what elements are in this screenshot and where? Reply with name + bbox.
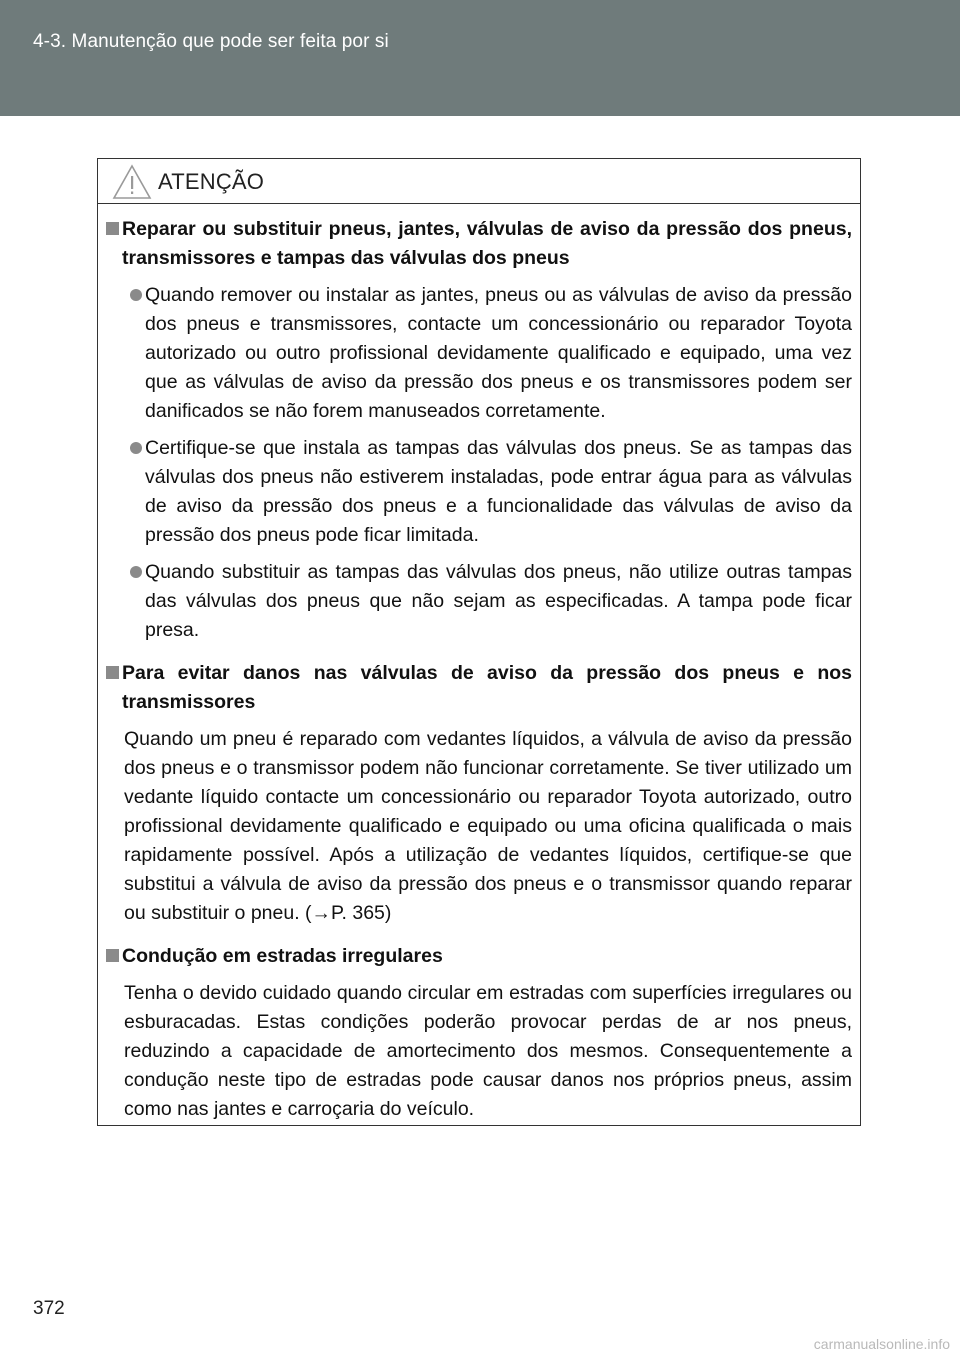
- section-repair: [104, 215, 852, 645]
- warning-header: [98, 159, 860, 204]
- list-item: [130, 281, 852, 426]
- warning-content: [98, 215, 860, 1138]
- section-paragraph: Quando um pneu é reparado com vedantes líquidos, a válvula de aviso da pressão dos pneus e o transmissor podem não funcionar corretamente. Se tiver utilizado um vedante líquido contacte um concessionário ou reparador Toyota autorizado, outro profissional devidamente qualificado e equipado ou uma oficina qualificada o mais rapidamente possível. Após a utilização de vedantes líquidos, certifique-se que substitui a válvula de aviso da pressão dos pneus e o transmissor quando reparar ou substituir o pneu. (→P. 365): [124, 728, 852, 924]
- section-paragraph: Tenha o devido cuidado quando circular em estradas com superfícies irregulares ou esburacadas. Estas condições poderão provocar perdas de ar nos pneus, reduzindo a capacidade de amortecimento dos mesmos. Consequentemente a condução neste tipo de estradas pode causar danos nos próprios pneus, assim como nas jantes e carroçaria do veículo.: [124, 982, 852, 1120]
- warning-box: [97, 158, 861, 1126]
- circle-bullet-icon: [130, 558, 145, 645]
- list-item-text: Quando substituir as tampas das válvulas dos pneus, não utilize outras tampas das válvulas dos pneus que não sejam as especificadas. A tampa pode ficar presa.: [145, 561, 852, 641]
- square-bullet-icon: [104, 942, 122, 971]
- warning-title: ATENÇÃO: [158, 169, 265, 194]
- list-item: [130, 434, 852, 550]
- section-rough-roads: [104, 942, 852, 1124]
- chapter-title: 4-3. Manutenção que pode ser feita por si: [33, 31, 389, 52]
- circle-bullet-icon: [130, 434, 145, 550]
- watermark: carmanualsonline.info: [813, 1336, 950, 1352]
- header-band: [0, 0, 960, 116]
- section-avoid-damage: [104, 659, 852, 928]
- list-item-text: Quando remover ou instalar as jantes, pneus ou as válvulas de aviso da pressão dos pneus e transmissores, contacte um concessionário ou reparador Toyota autorizado ou outro profissional devidamente qualificado e equipado, uma vez que as válvulas de aviso da pressão dos pneus e os transmissores podem ser danificados se não forem manuseados corretamente.: [145, 284, 852, 422]
- section-heading-text: Para evitar danos nas válvulas de aviso da pressão dos pneus e nos transmissores: [122, 662, 852, 713]
- list-item-text: Certifique-se que instala as tampas das válvulas dos pneus. Se as tampas das válvulas dos pneus não estiverem instaladas, pode entrar água para as válvulas de aviso da pressão dos pneus e a funcionalidade das válvulas de aviso da pressão dos pneus pode ficar limitada.: [145, 437, 852, 546]
- section-heading-text: Condução em estradas irregulares: [122, 945, 443, 967]
- square-bullet-icon: [104, 215, 122, 273]
- circle-bullet-icon: [130, 281, 145, 426]
- section-heading: [104, 942, 852, 971]
- section-heading-text: Reparar ou substituir pneus, jantes, válvulas de aviso da pressão dos pneus, transmissores e tampas das válvulas dos pneus: [122, 218, 852, 269]
- warning-triangle-icon: [112, 164, 152, 200]
- section-heading: [104, 659, 852, 717]
- list-item: [130, 558, 852, 645]
- page-number: 372: [33, 1298, 65, 1319]
- section-heading: [104, 215, 852, 273]
- square-bullet-icon: [104, 659, 122, 717]
